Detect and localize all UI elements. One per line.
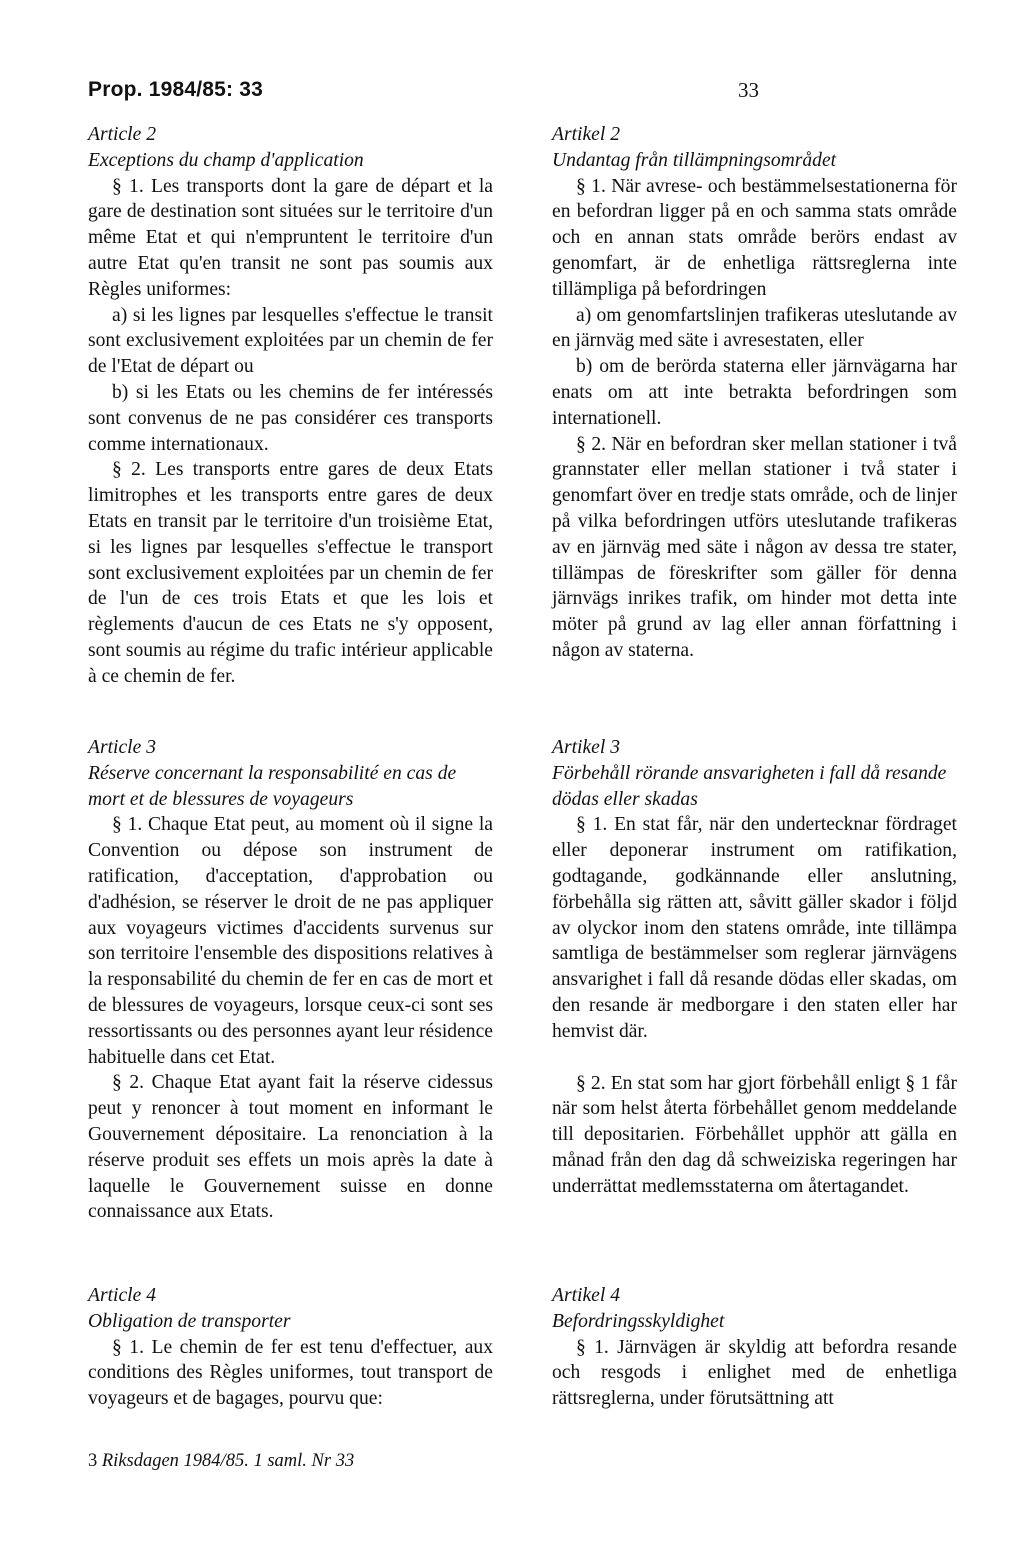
article-subtitle: Réserve concernant la responsabilité en cas de mort et de blessures de voyageurs — [88, 762, 457, 810]
paragraph: § 2. Les transports entre gares de deux Etats limitrophes et les transports entre gares de deux Etats en transit par le territoire d'un troisième Etat, si les lignes par lesquelles s'effectue le transport sont exclusivement exploitées par un chemin de fer de l'un de ces trois Etats et que les lois et règlements d'aucun de ces Etats ne s'y opposent, sont soumis au régime du trafic intérieur applicable à ce chemin de fer. — [88, 459, 493, 687]
paragraph: § 1. Les transports dont la gare de départ et la gare de destination sont situées sur le territoire d'un même Etat et qui n'empruntent le territoire d'un autre Etat qu'en transit ne sont pas soumis aux Règles uniformes: — [88, 175, 493, 300]
paragraph: § 1. En stat får, när den undertecknar fördraget eller deponerar instrument om ratifikation, godtagande, godkännande eller anslutning, förbehålla sig rätten att, såvitt gäller skador i följd av olyckor inom den statens område, inte tillämpa samtliga de bestämmelser som reglerar järnvägens ansvarighet i fall då resande dödas eller skadas, om den resande är medborgare i den staten eller har hemvist där. — [552, 814, 957, 1042]
paragraph: § 2. När en befordran sker mellan stationer i två grannstater eller mellan stationer i två stater i genomfart över en tredje stats område, och de linjer på vilka befordringen utförs uteslutande trafikeras av en järnväg med säte i någon av dessa tre stater, tillämpas de föreskrifter som gäller för denna järnvägs inrikes trafik, om hinder mot detta inte möter på grund av lag eller annan författning i någon av staterna. — [552, 433, 957, 661]
sv-article-2 — [552, 122, 957, 664]
fr-article-4 — [88, 1283, 493, 1412]
footer-number: 3 — [88, 1451, 98, 1471]
fr-article-3 — [88, 735, 493, 1225]
paragraph: a) om genomfartslinjen trafikeras uteslutande av en järnväg med säte i avresestaten, eller — [552, 304, 957, 352]
article-subtitle: Förbehåll rörande ansvarigheten i fall då resande dödas eller skadas — [552, 762, 947, 810]
article-subtitle: Befordringsskyldighet — [552, 1310, 725, 1332]
article-title: Article 4 — [88, 1285, 157, 1306]
article-subtitle: Exceptions du champ d'application — [88, 149, 364, 171]
sv-article-3 — [552, 735, 957, 1200]
article-title: Artikel 4 — [552, 1285, 621, 1306]
paragraph: b) om de berörda staterna eller järnvägarna har enats om att inte betrakta befordringen som internationell. — [552, 356, 957, 429]
footer-reference: Riksdagen 1984/85. 1 saml. Nr 33 — [101, 1451, 355, 1471]
paragraph: b) si les Etats ou les chemins de fer intéressés sont convenus de ne pas considérer ces transports comme internationaux. — [88, 381, 493, 455]
paragraph: § 2. En stat som har gjort förbehåll enligt § 1 får när som helst återta förbehållet genom meddelande till depositarien. Förbehållet upphör att gälla en månad från den dag då schweiziska regeringen har underrättat medlemsstaterna om återtagandet. — [552, 1072, 957, 1197]
page-number: 33 — [738, 78, 759, 102]
paragraph: § 1. Järnvägen är skyldig att befordra resande och resgods i enlighet med de enhetliga rättsreglerna, under förutsättning att — [552, 1336, 957, 1410]
paragraph: § 2. Chaque Etat ayant fait la réserve cidessus peut y renoncer à tout moment en informant le Gouvernement dépositaire. La renonciation à la réserve produit ses effets un mois après la date à laquelle le Gouvernement suisse en donne connaissance aux Etats. — [88, 1072, 493, 1223]
paragraph: § 1. Chaque Etat peut, au moment où il signe la Convention ou dépose son instrument de ratification, d'acceptation, d'approbation ou d'adhésion, se réserver le droit de ne pas appliquer aux voyageurs victimes d'accidents survenus sur son territoire l'ensemble des dispositions relatives à la responsabilité du chemin de fer en cas de mort et de blessures de voyageurs, lorsque ceux-ci sont ses ressortissants ou des personnes ayant leur résidence habituelle dans cet Etat. — [88, 814, 493, 1068]
sv-article-4 — [552, 1283, 957, 1412]
article-subtitle: Undantag från tillämpningsområdet — [552, 149, 837, 171]
paragraph: § 1. Le chemin de fer est tenu d'effectuer, aux conditions des Règles uniformes, tout transport de voyageurs et de bagages, pourvu que: — [88, 1336, 493, 1410]
article-title: Article 2 — [88, 124, 157, 145]
article-title: Artikel 3 — [552, 737, 621, 758]
paragraph: § 1. När avrese- och bestämmelsestationerna för en befordran ligger på en och samma stats område och en annan stats område berörs endast av genomfart, är de enhetliga rättsreglerna inte tillämpliga på befordringen — [552, 175, 957, 300]
article-subtitle: Obligation de transporter — [88, 1310, 291, 1332]
footer — [88, 1451, 354, 1472]
article-title: Artikel 2 — [552, 124, 621, 145]
paragraph: a) si les lignes par lesquelles s'effectue le transit sont exclusivement exploitées par un chemin de fer de l'Etat de départ ou — [88, 304, 493, 378]
article-title: Article 3 — [88, 737, 157, 758]
running-header: Prop. 1984/85: 33 — [88, 78, 263, 101]
fr-article-2 — [88, 122, 493, 690]
